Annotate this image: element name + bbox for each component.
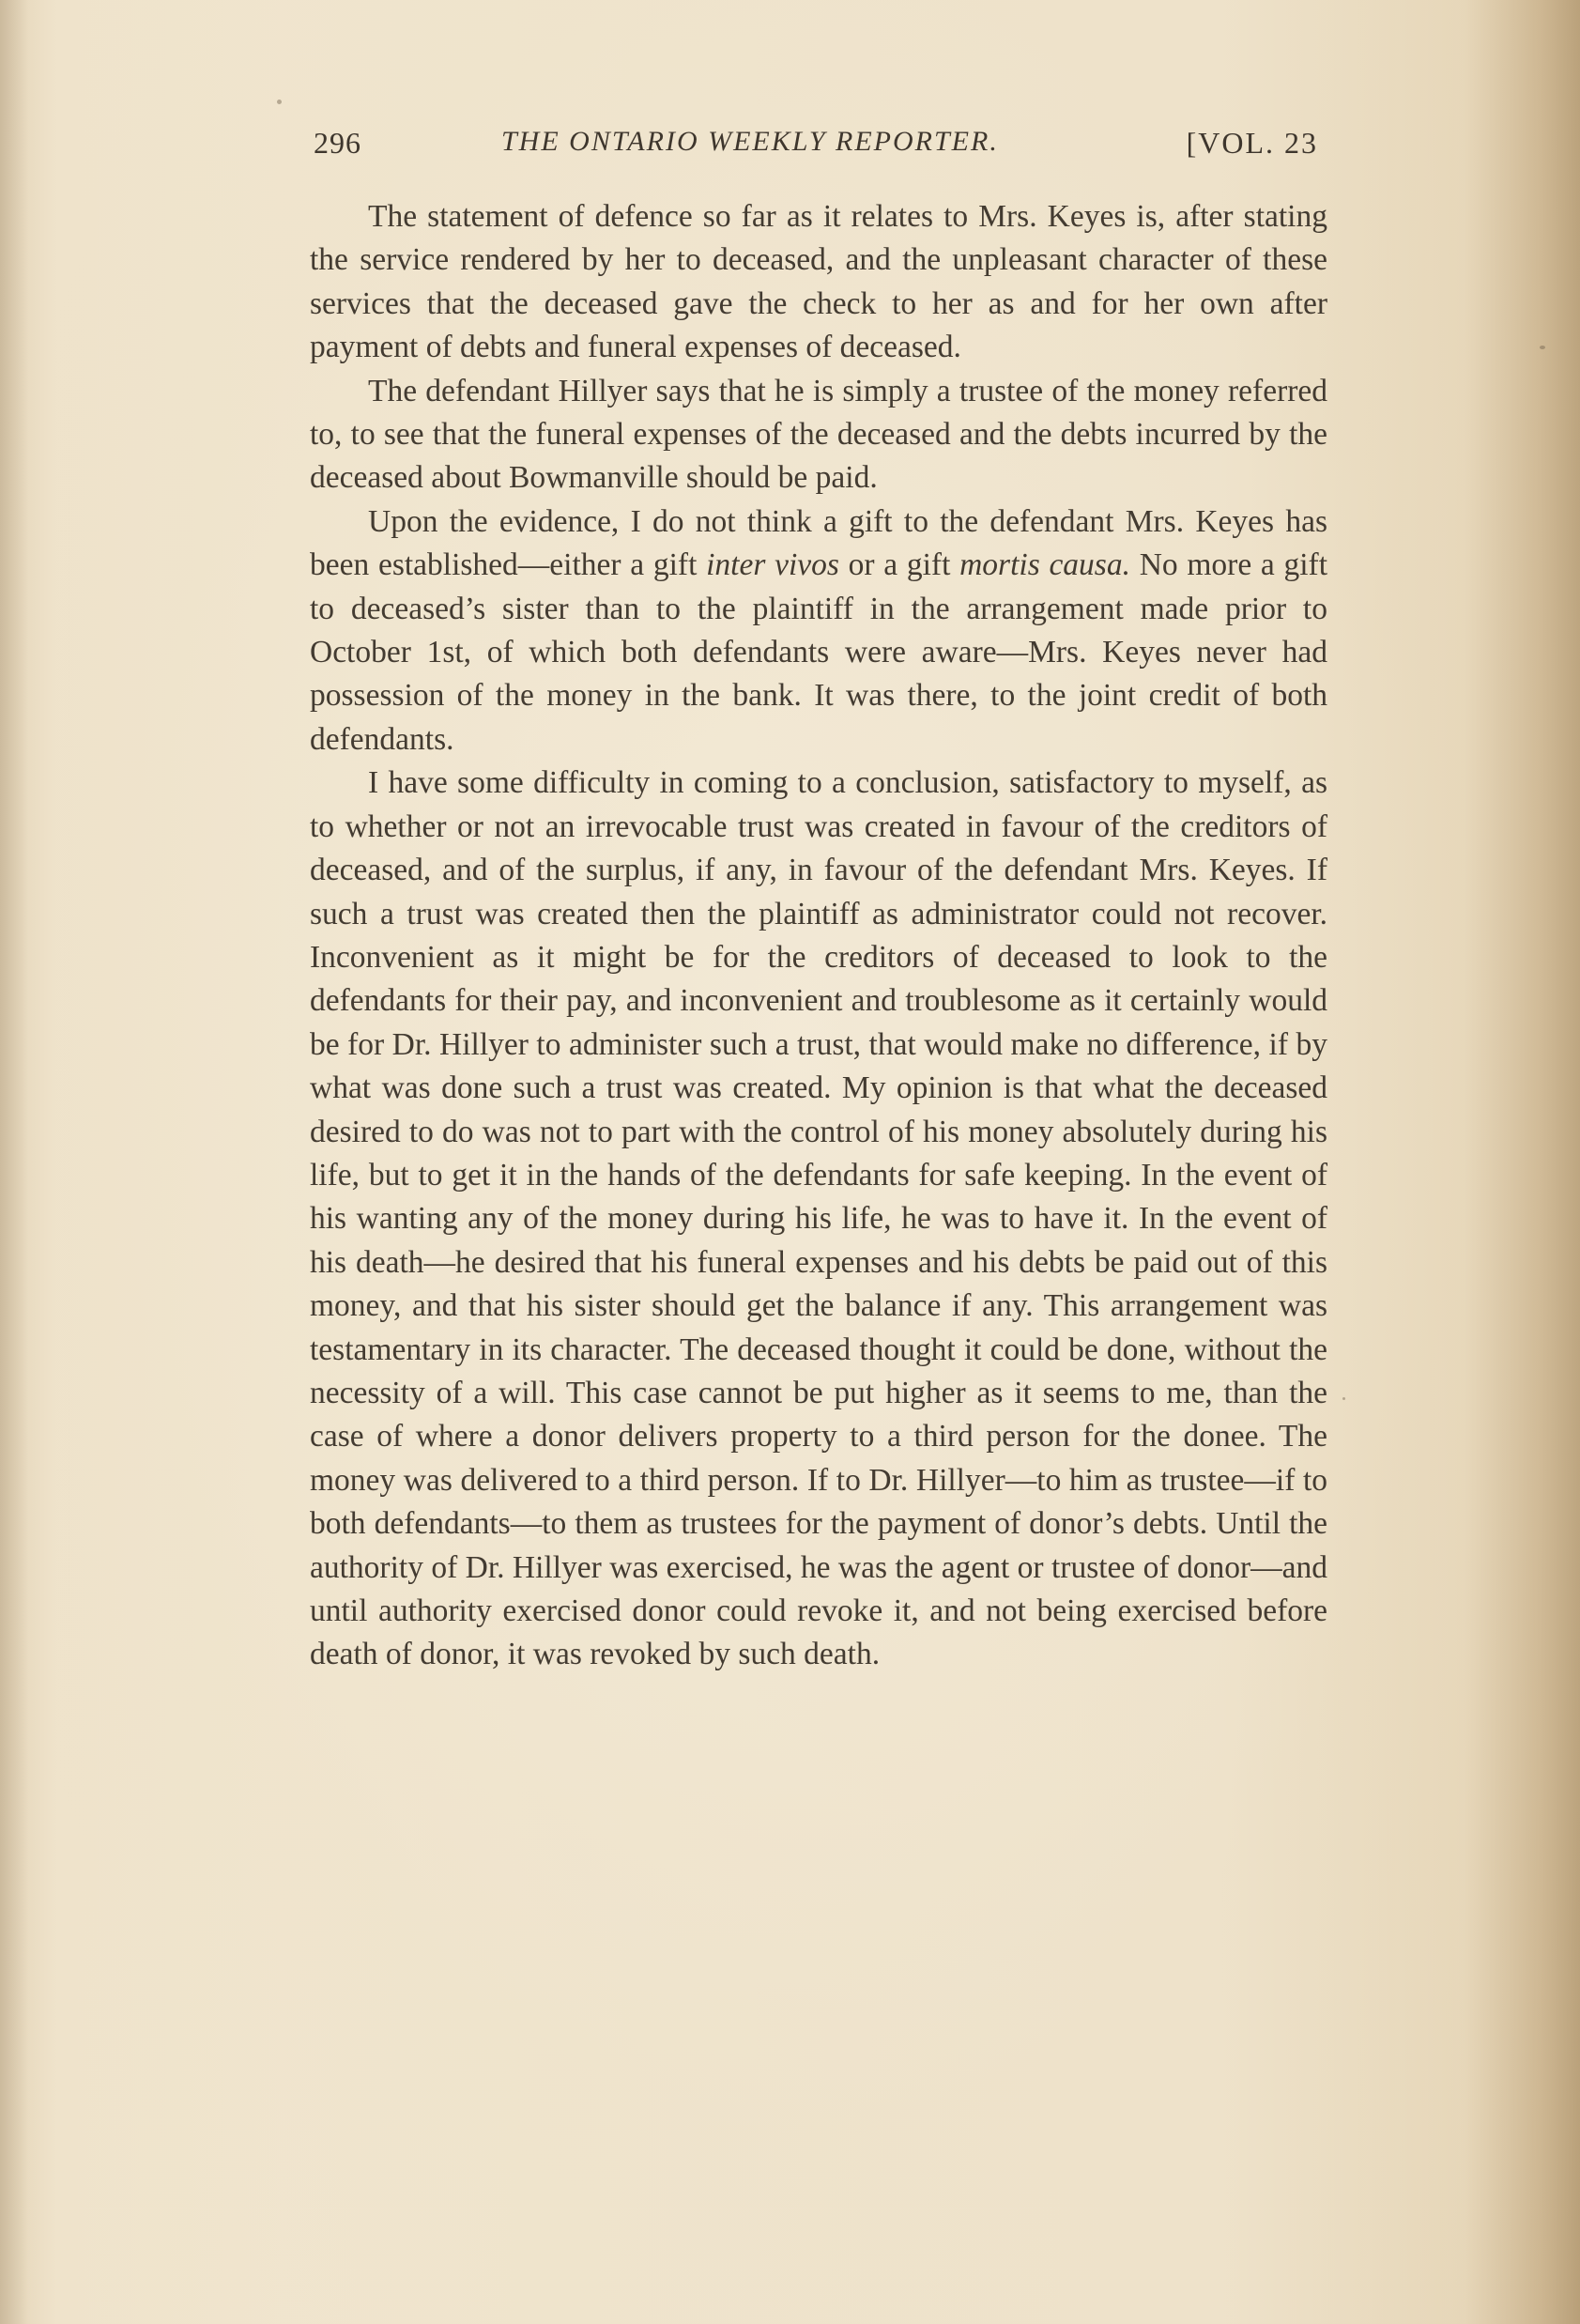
volume-label: [VOL. 23 (1186, 126, 1318, 160)
paragraph-text: I have some difficulty in coming to a conclusion, satisfactory to myself, as to whether or not an irrevocable trust was created in favour of the creditors of deceased, and of the surplus, if any, in favour of the defendant Mrs. Keyes. If such a trust was created then the plaintiff as administrator could not recover. Inconvenient as it might be for the creditors of deceased to look to the defendants for their pay, and inconvenient and troublesome as it certainly would be for Dr. Hillyer to administer such a trust, that would make no difference, if by what was done such a trust was created. My opinion is that what the deceased desired to do was not to part with the control of his money absolutely during his life, but to get it in the hands of the defendants for safe keeping. In the event of his wanting any of the money during his life, he was to have it. In the event of his death—he desired that his funeral expenses and his debts be paid out of this money, and that his sister should get the balance if any. This arrangement was testamentary in its character. The deceased thought it could be done, without the necessity of a will. This case cannot be put higher as it seems to me, than the case of where a donor delivers property to a third person for the donee. The money was delivered to a third person. If to Dr. Hillyer—to him as trustee—if to both defendants—to them as trustees for the payment of donor’s debts. Until the authority of Dr. Hillyer was exercised, he was the agent or trustee of donor—and until authority exercised donor could revoke it, and not being exercised before death of donor, it was revoked by such death. (310, 765, 1327, 1672)
spine-shadow (0, 0, 28, 2324)
latin-phrase-mortis-causa: mortis causa. (959, 547, 1130, 583)
paragraph-evidence (310, 500, 1327, 762)
paragraph-text: or a gift (838, 547, 960, 583)
paragraph-trust-opinion (310, 762, 1327, 1677)
paragraph-defence-statement (310, 195, 1327, 370)
paragraph-hillyer-trustee (310, 370, 1327, 500)
paragraph-text: Upon the evidence, I do not think a gift to the defendant Mrs. Keyes has been established—either a gift (310, 503, 1327, 583)
running-title: THE ONTARIO WEEKLY REPORTER. (501, 126, 999, 157)
paper-speck (277, 100, 282, 104)
paragraph-text: No more a gift to deceased’s sister than to the plaintiff in the arrangement made prior to October 1st, of which both defendants were aware—Mrs. Keyes never had possession of the money in the bank. It was there, to the joint credit of both defendants. (310, 547, 1328, 757)
latin-phrase-inter-vivos: inter vivos (706, 547, 839, 583)
paragraph-text: The statement of defence so far as it relates to Mrs. Keyes is, after stating the service rendered by her to deceased, and the unpleasant character of these services that the deceased gave the check to her as and for her own after payment of debts and funeral expenses of deceased. (310, 199, 1327, 365)
paper-speck (1540, 346, 1545, 349)
page-number: 296 (314, 126, 361, 160)
page-header (314, 122, 1318, 169)
paragraph-text: The defendant Hillyer says that he is simply a trustee of the money referred to, to see that the funeral expenses of the deceased and the debts incurred by the deceased about Bowmanville should be paid. (310, 373, 1327, 496)
body-text (310, 195, 1327, 1677)
paper-speck (1342, 1397, 1345, 1400)
